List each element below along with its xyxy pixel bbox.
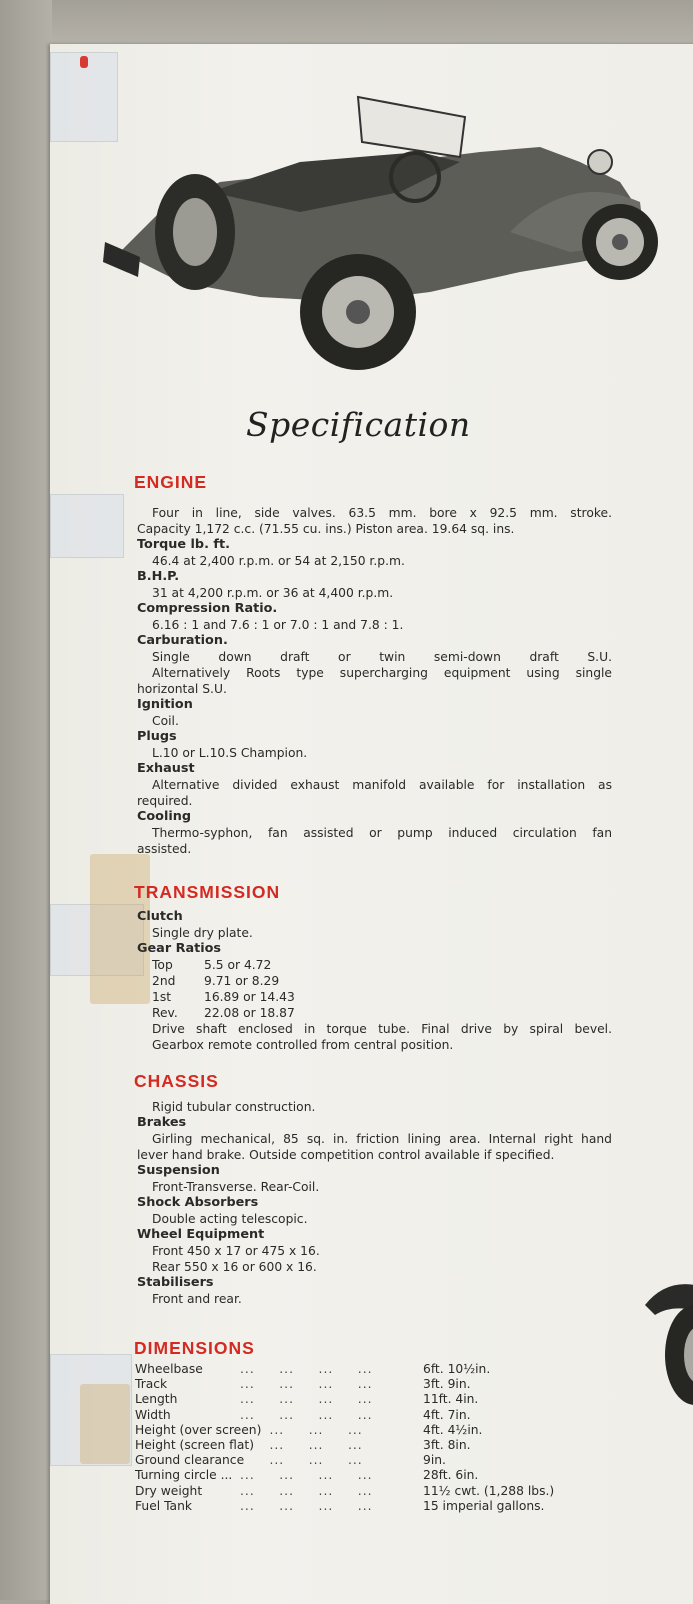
dimension-value: 4ft. 7in. [423, 1407, 471, 1422]
gear-name: 2nd [152, 974, 176, 988]
dimension-row [135, 1468, 605, 1483]
gear-value: 22.08 or 18.87 [204, 1006, 295, 1020]
dimension-row [135, 1453, 605, 1468]
spec-value: Alternative divided exhaust manifold available for installation as [152, 778, 612, 792]
gear-name: 1st [152, 990, 172, 1004]
spec-value: 46.4 at 2,400 r.p.m. or 54 at 2,150 r.p.m. [152, 554, 405, 568]
car-photo-partial [640, 1270, 693, 1430]
spec-label: Stabilisers [137, 1275, 214, 1290]
dimension-value: 15 imperial gallons. [423, 1498, 545, 1513]
spec-value: assisted. [137, 842, 192, 856]
paper-stain [80, 1384, 130, 1464]
dimension-leader: ... ... ... ... [240, 1498, 373, 1513]
gear-name: Top [152, 958, 173, 972]
chassis-intro: Rigid tubular construction. [152, 1100, 316, 1114]
gear-name: Rev. [152, 1006, 178, 1020]
dimension-value: 4ft. 4½in. [423, 1422, 483, 1437]
section-heading-engine: ENGINE [134, 472, 208, 492]
gear-ratio-row [137, 989, 612, 1005]
spec-value: Rear 550 x 16 or 600 x 16. [152, 1260, 317, 1274]
dimension-leader: ... ... ... ... [240, 1362, 373, 1376]
brakes-line: Girling mechanical, 85 sq. in. friction lining area. Internal right hand [152, 1132, 612, 1146]
brakes-label: Brakes [137, 1115, 187, 1130]
drive-line: Gearbox remote controlled from central position. [152, 1038, 454, 1052]
dimension-name: Fuel Tank [135, 1498, 193, 1513]
dimension-value: 11ft. 4in. [423, 1392, 479, 1407]
dimension-row [135, 1423, 605, 1438]
dimension-name: Width [135, 1407, 171, 1422]
dimension-leader: ... ... ... ... [240, 1468, 373, 1483]
spec-label: B.H.P. [137, 569, 180, 584]
spec-value: Coil. [152, 714, 179, 728]
spec-value: Front-Transverse. Rear-Coil. [152, 1180, 320, 1194]
gear-value: 5.5 or 4.72 [204, 958, 272, 972]
clutch-label: Clutch [137, 909, 183, 924]
dimension-row [135, 1377, 605, 1392]
dimension-value: 28ft. 6in. [423, 1468, 479, 1483]
spec-label: Shock Absorbers [137, 1195, 259, 1210]
section-heading-dimensions: DIMENSIONS [134, 1338, 255, 1358]
dimension-value: 9in. [423, 1453, 446, 1468]
dimension-name: Wheelbase [135, 1362, 203, 1376]
spec-label: Wheel Equipment [137, 1227, 265, 1242]
dimension-value: 3ft. 8in. [423, 1438, 471, 1453]
gear-ratio-row [137, 957, 612, 973]
spec-value: required. [137, 794, 193, 808]
spec-value: 6.16 : 1 and 7.6 : 1 or 7.0 : 1 and 7.8 : 1. [152, 618, 404, 632]
car-photo [100, 92, 660, 392]
gear-ratio-row [137, 1005, 612, 1021]
spec-value: Single down draft or twin semi-down draft S.U. [152, 650, 612, 664]
dimension-row [135, 1438, 605, 1453]
clutch-value: Single dry plate. [152, 926, 253, 940]
engine-intro-line: Capacity 1,172 c.c. (71.55 cu. ins.) Piston area. 19.64 sq. ins. [137, 522, 515, 536]
dimension-name: Height (over screen) [135, 1422, 262, 1437]
background-wall [0, 0, 693, 50]
dimensions-table [135, 1362, 605, 1514]
engine-section [137, 505, 612, 857]
spec-label: Ignition [137, 697, 193, 712]
dimension-leader: ... ... ... ... [240, 1377, 373, 1392]
brakes-line: lever hand brake. Outside competition control available if specified. [137, 1148, 555, 1162]
gear-value: 9.71 or 8.29 [204, 974, 280, 988]
section-heading-transmission: TRANSMISSION [134, 882, 281, 902]
dimension-leader: ... ... ... [240, 1438, 363, 1453]
background-edge [0, 0, 52, 1600]
spec-label: Suspension [137, 1163, 220, 1178]
dimension-leader: ... ... ... ... [240, 1392, 373, 1407]
spec-value: Front 450 x 17 or 475 x 16. [152, 1244, 320, 1258]
dimension-leader: ... ... ... ... [240, 1407, 373, 1422]
dimension-row [135, 1392, 605, 1407]
spec-label: Cooling [137, 809, 192, 824]
dimension-name: Length [135, 1392, 178, 1407]
dimension-value: 3ft. 9in. [423, 1377, 471, 1392]
tape-strip [50, 494, 124, 558]
spec-value: 31 at 4,200 r.p.m. or 36 at 4,400 r.p.m. [152, 586, 394, 600]
section-heading-chassis: CHASSIS [134, 1071, 219, 1091]
spec-label: Plugs [137, 729, 177, 744]
dimension-value: 6ft. 10½in. [423, 1362, 491, 1376]
dimension-name: Ground clearance [135, 1453, 245, 1468]
dimension-value: 11½ cwt. (1,288 lbs.) [423, 1483, 555, 1498]
spec-value: Thermo-syphon, fan assisted or pump induced circulation fan [152, 826, 612, 840]
dimension-name: Turning circle ... [135, 1468, 233, 1483]
dimension-row [135, 1484, 605, 1499]
chassis-section [137, 1099, 612, 1307]
dimension-leader: ... ... ... ... [240, 1483, 373, 1498]
spec-label: Compression Ratio. [137, 601, 278, 616]
dimension-leader: ... ... ... [240, 1422, 363, 1437]
dimension-row [135, 1499, 605, 1514]
transmission-section [137, 909, 612, 1053]
gear-ratios-label: Gear Ratios [137, 941, 221, 956]
drive-line: Drive shaft enclosed in torque tube. Final drive by spiral bevel. [152, 1022, 612, 1036]
spec-value: L.10 or L.10.S Champion. [152, 746, 308, 760]
spec-value: Alternatively Roots type supercharging equipment using single [152, 666, 612, 680]
spec-label: Carburation. [137, 633, 228, 648]
spec-value: horizontal S.U. [137, 682, 227, 696]
dimension-row [135, 1362, 605, 1377]
dimension-row [135, 1408, 605, 1423]
page-title: Specification [246, 405, 471, 444]
engine-intro-line: Four in line, side valves. 63.5 mm. bore x 92.5 mm. stroke. [152, 506, 612, 520]
dimension-name: Track [135, 1377, 168, 1392]
dimension-leader: ... ... ... [240, 1453, 363, 1468]
spec-value: Double acting telescopic. [152, 1212, 308, 1226]
red-mark [80, 56, 88, 68]
spec-label: Torque lb. ft. [137, 537, 230, 552]
gear-ratio-row [137, 973, 612, 989]
spec-value: Front and rear. [152, 1292, 242, 1306]
gear-value: 16.89 or 14.43 [204, 990, 295, 1004]
dimension-name: Dry weight [135, 1483, 203, 1498]
spec-label: Exhaust [137, 761, 195, 776]
dimension-name: Height (screen flat) [135, 1438, 255, 1453]
